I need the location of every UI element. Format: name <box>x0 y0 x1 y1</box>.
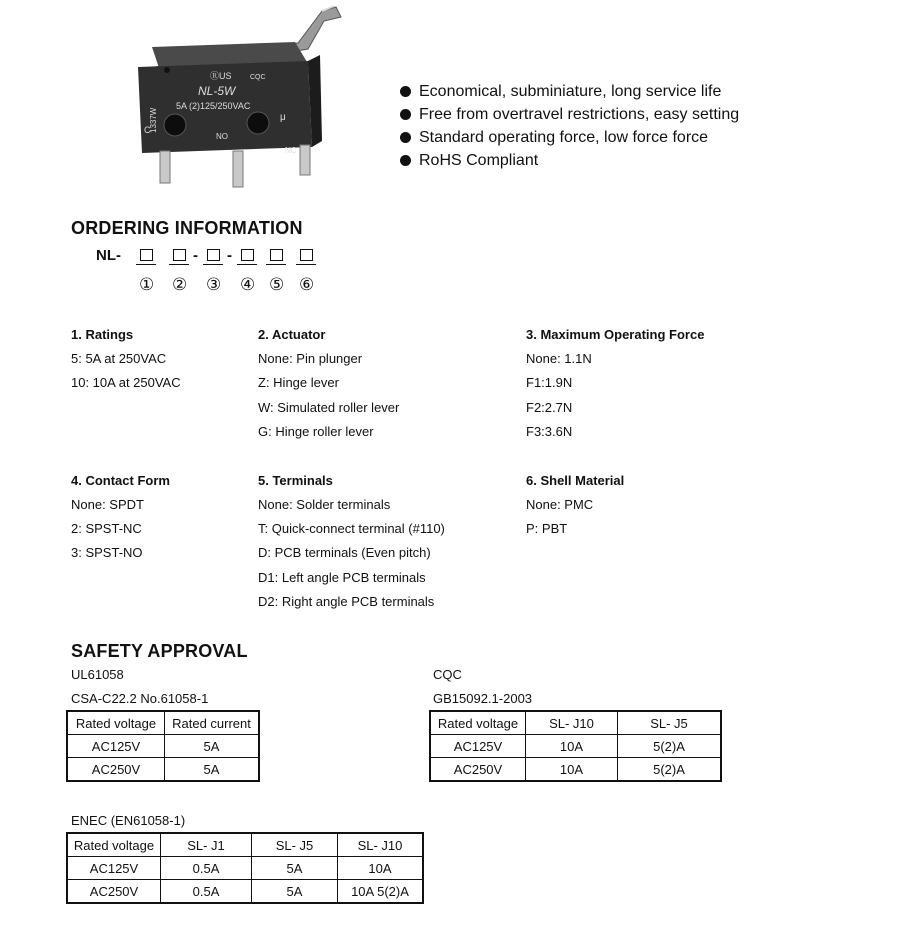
section-title: 5. Terminals <box>258 473 333 488</box>
ordering-title: ORDERING INFORMATION <box>71 218 303 238</box>
enec-approval-table <box>66 832 424 904</box>
table-cell: 5(2)A <box>618 735 722 758</box>
option-item: None: Pin plunger <box>258 351 363 366</box>
section-title: 3. Maximum Operating Force <box>526 327 705 342</box>
ordering-code-prefix: NL- <box>96 247 121 264</box>
bullet-icon <box>400 155 411 166</box>
body-mark-c: C <box>144 125 151 135</box>
product-photo <box>130 5 345 195</box>
table-cell: AC250V <box>67 758 165 782</box>
mu-mark: μ <box>280 112 286 123</box>
table-header-cell: Rated voltage <box>67 833 161 857</box>
table-cell: 0.5A <box>161 857 252 880</box>
product-model-mark: NL-5W <box>198 84 236 98</box>
table-cell: 0.5A <box>161 880 252 904</box>
section-title: 1. Ratings <box>71 327 134 342</box>
table-header-cell: SL- J1 <box>161 833 252 857</box>
code-underline <box>237 264 257 265</box>
table-header-cell: Rated current <box>165 711 260 735</box>
cert-mark-ul: ⓇUS <box>210 71 232 81</box>
feature-list <box>400 80 739 172</box>
code-number-5: ⑤ <box>269 275 285 294</box>
table-header-cell: SL- J10 <box>338 833 424 857</box>
code-box-4 <box>241 249 254 261</box>
feature-item: RoHS Compliant <box>400 149 739 172</box>
code-underline <box>136 264 156 265</box>
option-item: 2: SPST-NC <box>71 521 142 536</box>
option-item: None: PMC <box>526 497 594 512</box>
table-header-cell: Rated voltage <box>67 711 165 735</box>
option-item: F3:3.6N <box>526 424 573 439</box>
code-number-3: ③ <box>206 275 222 294</box>
code-box-5 <box>270 249 283 261</box>
table-row <box>67 735 259 758</box>
table-header-row <box>67 711 259 735</box>
option-item: None: Solder terminals <box>258 497 391 512</box>
table-header-cell: SL- J5 <box>618 711 722 735</box>
safety-title: SAFETY APPROVAL <box>71 641 248 661</box>
table-header-cell: SL- J10 <box>526 711 618 735</box>
table-cell: 5A <box>252 857 338 880</box>
option-item: F1:1.9N <box>526 375 573 390</box>
cqc-approval-table <box>429 710 722 782</box>
table-cell: AC250V <box>67 880 161 904</box>
code-box-2 <box>173 249 186 261</box>
option-item: T: Quick-connect terminal (#110) <box>258 521 445 536</box>
cqc-standard: CQC <box>433 667 462 682</box>
option-item: Z: Hinge lever <box>258 375 339 390</box>
option-item: 3: SPST-NO <box>71 545 143 560</box>
bullet-icon <box>400 132 411 143</box>
code-dash: - <box>227 247 232 264</box>
code-number-2: ② <box>172 275 188 294</box>
table-row <box>67 880 423 904</box>
table-cell: 10A 5(2)A <box>338 880 424 904</box>
table-row <box>67 857 423 880</box>
ul-approval-table <box>66 710 260 782</box>
option-item: D2: Right angle PCB terminals <box>258 594 435 609</box>
option-item: W: Simulated roller lever <box>258 400 400 415</box>
terminal-no-label: NO <box>216 132 228 141</box>
option-item: 10: 10A at 250VAC <box>71 375 181 390</box>
table-cell: 5A <box>252 880 338 904</box>
csa-standard: CSA-C22.2 No.61058-1 <box>71 691 209 706</box>
bullet-icon <box>400 109 411 120</box>
code-box-1 <box>140 249 153 261</box>
table-cell: AC125V <box>430 735 526 758</box>
table-header-cell: Rated voltage <box>430 711 526 735</box>
feature-item: Free from overtravel restrictions, easy setting <box>400 103 739 126</box>
code-underline <box>169 264 189 265</box>
table-cell: AC250V <box>430 758 526 782</box>
option-item: F2:2.7N <box>526 400 573 415</box>
enec-standard: ENEC (EN61058-1) <box>71 813 186 828</box>
table-header-row <box>430 711 721 735</box>
bullet-icon <box>400 86 411 97</box>
code-box-3 <box>207 249 220 261</box>
option-item: D: PCB terminals (Even pitch) <box>258 545 431 560</box>
table-header-cell: SL- J5 <box>252 833 338 857</box>
option-item: P: PBT <box>526 521 568 536</box>
table-row <box>430 758 721 782</box>
code-underline <box>296 264 316 265</box>
ul-standard: UL61058 <box>71 667 124 682</box>
option-item: None: 1.1N <box>526 351 592 366</box>
table-header-row <box>67 833 423 857</box>
section-title: 4. Contact Form <box>71 473 170 488</box>
code-underline <box>203 264 223 265</box>
table-cell: AC125V <box>67 735 165 758</box>
terminal-nc-label: NC <box>285 146 297 155</box>
cert-mark-cqc: CQC <box>250 74 266 81</box>
feature-item: Standard operating force, low force force <box>400 126 739 149</box>
code-number-6: ⑥ <box>299 275 315 294</box>
option-item: None: SPDT <box>71 497 144 512</box>
table-row <box>67 758 259 782</box>
feature-item: Economical, subminiature, long service life <box>400 80 739 103</box>
table-cell: AC125V <box>67 857 161 880</box>
table-cell: 5(2)A <box>618 758 722 782</box>
code-number-1: ① <box>139 275 155 294</box>
table-row <box>430 735 721 758</box>
body-mark-code: 1337W <box>149 107 158 133</box>
option-item: G: Hinge roller lever <box>258 424 374 439</box>
table-cell: 5A <box>165 735 260 758</box>
product-rating-mark: 5A (2)125/250VAC <box>176 101 251 111</box>
option-item: 5: 5A at 250VAC <box>71 351 167 366</box>
table-cell: 10A <box>338 857 424 880</box>
section-title: 6. Shell Material <box>526 473 625 488</box>
section-title: 2. Actuator <box>258 327 326 342</box>
code-dash: - <box>193 247 198 264</box>
table-cell: 5A <box>165 758 260 782</box>
option-item: D1: Left angle PCB terminals <box>258 570 426 585</box>
code-number-4: ④ <box>240 275 256 294</box>
table-cell: 10A <box>526 735 618 758</box>
code-underline <box>266 264 286 265</box>
gb-standard: GB15092.1-2003 <box>433 691 533 706</box>
table-cell: 10A <box>526 758 618 782</box>
code-box-6 <box>300 249 313 261</box>
